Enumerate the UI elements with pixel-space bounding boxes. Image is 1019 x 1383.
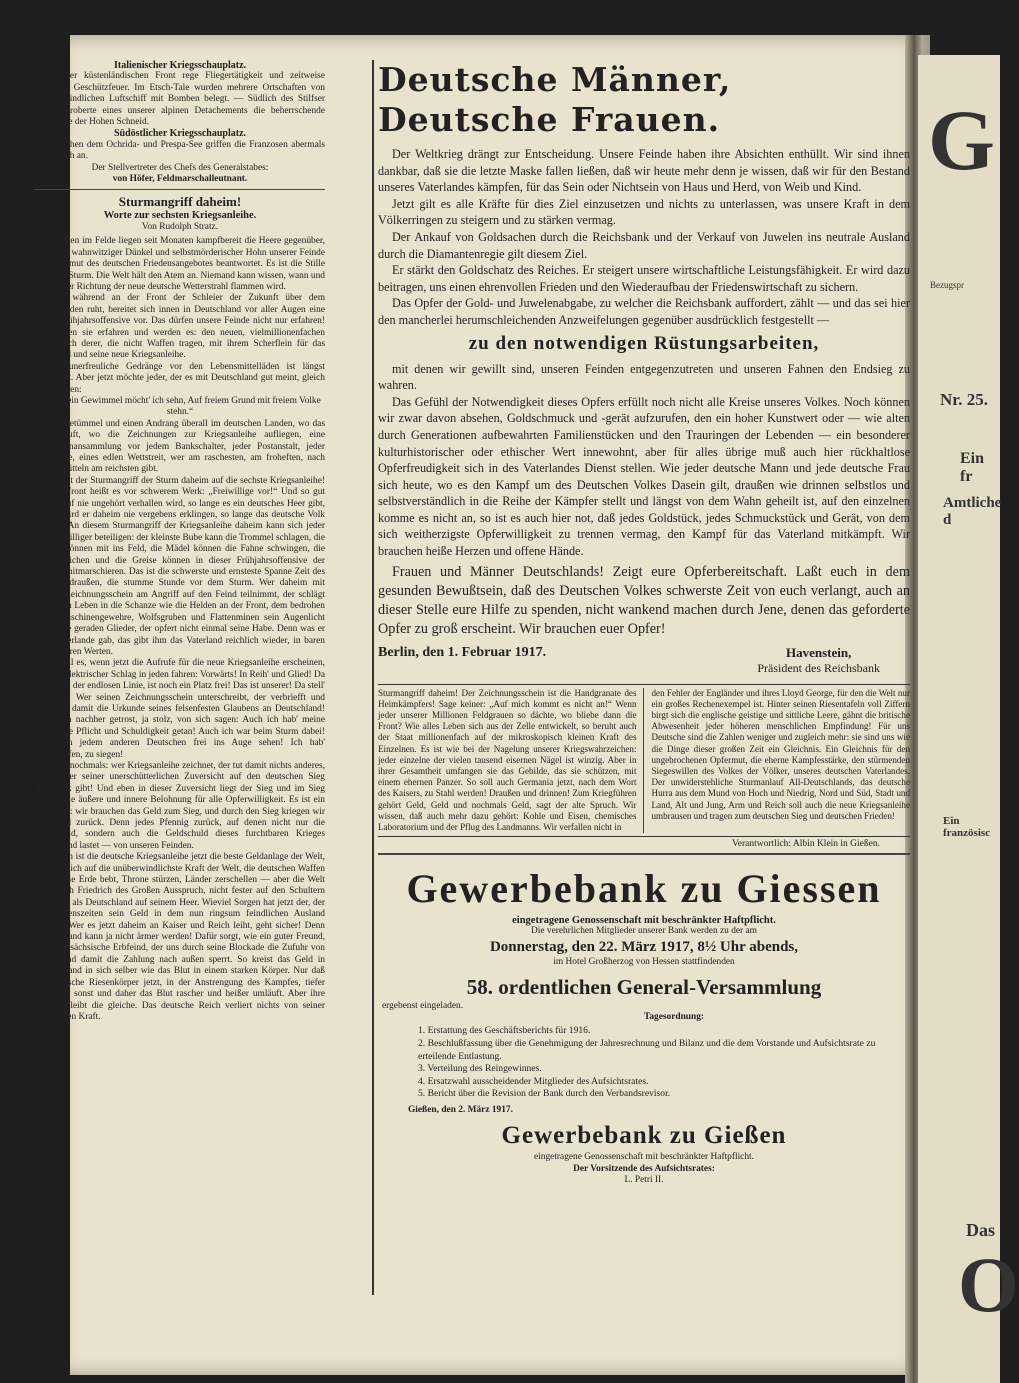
left-column bbox=[35, 60, 325, 1023]
appeal-paragraph: Er stärkt den Goldschatz des Reiches. Er steigert unsere wirtschaftliche Leistungsfähigkeit. Er wird dazu beitragen, uns einen ehrenvollen Frieden und den Wiederaufbau der Friedenswirtschaft zu sichern. bbox=[378, 263, 910, 294]
bank-name: Gewerbebank zu Giessen bbox=[406, 865, 882, 911]
agenda-item: 1. Erstattung des Geschäftsberichts für 1916. bbox=[418, 1025, 591, 1037]
signer: von Höfer, Feldmarschalleutnant. bbox=[112, 174, 248, 185]
box-left-text: Sturmangriff daheim! Der Zeichnungsschein ist die Handgranate des Heimkämpfers! Sage keiner: „Auf mich kommt es nicht an!“ Wenn jeder unserer Millionen Feldgrauen so dächte, wo bliebe dann die Front? Wie alles Leben sich aus der Zelle entwickelt, so beruht auch der Staat millionenfach auf der mikroskopisch kleinen Kraft des Einzelnen. Es ist wie bei der Nagelung unserer Kriegswahrzeichen: jeder einzelne der vielen tausend eisernen Nägel ist winzig. Aber in ihrer Gesamtheit umfangen sie das Gebilde, das sie schützen, mit einem ehernen Panzer. So soll auch Germania jetzt, nach dem Wort des Kaisers, zu Stahl werden! Draußen und drinnen! Zum Kriegführen gehört Geld, Geld und nochmals Geld, sagt der alte Spruch. Wir wissen, daß auch mehr dazu gehört: Kohle und Eisen, chemisches Laboratorium und der Pflug des Landmanns. Wir verfallen nicht in bbox=[378, 688, 644, 834]
article-paragraph: Draußen im Felde liegen seit Monaten kampfbereit die Heere gegenüber, nachdem wahnwitziger Dünkel und selbstmörderischer Hohn unserer Feinde die Großmut des deutschen Friedensangebotes beantwortet. Es ist die Stille vor dem Sturm. Die Welt hält den Atem an. Niemand kann wissen, wann und in welcher Richtung der neue deutsche Wetterstrahl flammen wird. bbox=[35, 236, 325, 292]
divider bbox=[378, 853, 910, 855]
war-title: Italienischer Kriegsschauplatz. bbox=[113, 60, 247, 71]
bank-type-2: eingetragene Genossenschaft mit beschränkter Haftpflicht. bbox=[534, 1152, 754, 1163]
appeal-paragraph: Das Gefühl der Notwendigkeit dieses Opfers erfüllt noch nicht alle Kreise unseres Volkes. Noch können wir zwar davon absehen, Goldschmuck und -gerät aufzurufen, den ein hoher Kunstwert oder — wie alten durch Generationen aufbewahrten Familienstücken und den Trauringen der Lebenden — ein besonderer kulturhistorischer oder ethischer Wert innewohnt, aber für alles übrige muß auch hier rückhaltlose Opferfreudigkeit sich in des Vaterlandes Dienst stellen. Wie jeder deutsche Mann und jede deutsche Frau sich heute, wo es den Kampf um des Deutschen Volkes Dasein gilt, draußen wie drinnen selbstlos und selbstverständlich in die Reihe der Kämpfer stellt und längst von dem Wahn geheilt ist, auf den einzelnen komme es nicht an, so ist es auch hier not, daß jedes Goldstück, jedes Schmuckstück und Gerät, von dem sich weitherzigste Opferwilligkeit zu trennen vermag, den Kampf für das Vaterland mitkämpft. Wir brauchen heiße Herzen und offene Hände. bbox=[378, 394, 910, 559]
box-right-text bbox=[652, 688, 911, 834]
bank-chair-name: L. Petri II. bbox=[624, 1175, 664, 1186]
appeal-paragraph: mit denen wir gewillt sind, unseren Feinden entgegenzutreten und unseren Fahnen den Endsieg zu wahren. bbox=[378, 361, 910, 393]
bank-meeting: 58. ordentlichen General-Versammlung bbox=[466, 974, 822, 999]
next-bezug: Bezugspr bbox=[930, 280, 964, 290]
responsible: Verantwortlich: Albin Klein in Gießen. bbox=[731, 839, 880, 850]
next-heading-3: Ein französisc bbox=[943, 815, 991, 839]
article-title: Sturmangriff daheim! bbox=[118, 194, 242, 210]
faust-quote: „Solch ein Gewimmel möcht' ich sehn, Auf freiem Grund mit freiem Volke stehn.“ bbox=[39, 395, 321, 418]
war-paragraph: An der küstenländischen Front rege Fliegertätigkeit und zeitweise lebhaftes Geschützfeuer. Im Etsch-Tale wurden mehrere Ortschaften von einem feindlichen Luftschiff mit Bomben belegt. — Südlich des Stilfser Joches eroberte eines unserer alpinen Detachements die beherrschende Felsspitze der Hohen Schneid. bbox=[35, 71, 325, 128]
column-rule bbox=[372, 60, 374, 1295]
bank-type: eingetragene Genossenschaft mit beschränkter Haftpflicht. bbox=[512, 914, 776, 926]
bank-invite: Die verehrlichen Mitglieder unserer Bank werden zu der am bbox=[531, 925, 757, 936]
appeal-signer: Havenstein, bbox=[785, 644, 852, 660]
box-right-body: den Fehler der Engländer und ihres Lloyd George, für den die Welt nur ein großes Rechenexempel ist. Hinter seinen Riesentafeln voll Ziffern birgt sich die englische geistige und sittliche Leere, gähnt die britische Abwesenheit jeder höheren menschlichen Empfindung! Für uns Deutsche sind die Zahlen weniger und zugleich mehr: sie sind uns wie die Dinge dieser großen Zeit ein Gleichnis. Ein Gleichnis für den ungebrochenen Opfermut, die eherne Kampfesstärke, den stürmenden Siegeswillen des Volkes der Völker, unseres deutschen Vaterlandes. Der unwiderstehliche Sturmanlauf All-Deutschlands, das deutsche Hurra aus dem Mund von Hoch und Niedrig, Nord und Süd, Stadt und Land, Alt und Jung, Arm und Reich soll auch die neue Kriegsanleihe umbrausen und tragen zum deutschen Sieg und deutschen Frieden! bbox=[651, 687, 910, 821]
right-column bbox=[378, 60, 910, 1187]
appeal-heading: zu den notwendigen Rüstungsarbeiten, bbox=[468, 332, 820, 354]
appeal-place-date: Berlin, den 1. Februar 1917. bbox=[378, 644, 547, 660]
appeal-paragraph: Der Ankauf von Goldsachen durch die Reichsbank und der Verkauf von Juwelen ins neutrale Ausland durch die Diamantenregie gilt diesem Ziel. bbox=[378, 229, 910, 261]
sub-paragraph: Zwischen dem Ochrida- und Prespa-See griffen die Franzosen abermals vergeblich an. bbox=[35, 139, 325, 162]
article-paragraph: So soll es, wenn jetzt die Aufrufe für die neue Kriegsanleihe erscheinen, wie ein elektrischer Schlag in jeden fahren: Vorwärts! In Reih' und Glied! Da hinten, in der endlosen Linie, ist noch ein Platz frei! Das ist unserer! Da stell' dich hin! Wer seinen Zeichnungsschein unterschreibt, der verbriefft und besiegelt damit die Urkunde seines felsenfesten Glaubens an Deutschland! Der kann nachher getrost, ja stolz, von sich sagen: Auch ich hab' meine verfluchte Pflicht und Schuldigkeit getan! Auch ich war beim Sturm dabei! Ich kann jedem anderen Deutschen frei ins Auge sehen! Ich hab' mitgeholfen, zu siegen! bbox=[35, 658, 325, 760]
bank-chair: Der Vorsitzende des Aufsichtsrates: bbox=[573, 1163, 715, 1174]
bank-name-2: Gewerbebank zu Gießen bbox=[501, 1122, 787, 1150]
divider bbox=[35, 189, 325, 190]
article-paragraph: Darum ist die deutsche Kriegsanleihe jetzt die beste Geldanlage der Welt, weil sie sich auf die unüberwindlichste Kraft der Welt, die deutschen Waffen stützt! Die Erde bebt, Throne stürzen, Länder zerschellen — aber die Welt ruht, nach Friedrich des Großen Ausspruch, nicht fester auf den Schultern des Atlas als Deutschland auf seinem Heer. Wieviel Sorgen hat jetzt der, der in Friedenszeiten sein Geld in dem nun ringsum feindlichen Ausland anlegte! Wer es jetzt daheim an Kaiser und Reich leiht, geht sicher! Denn Deutschland kann ja nicht ärmer werden! Dafür sorgt, wie ein guter Freund, der angelsächsische Erbfeind, der uns durch seine Blockade die Zufuhr von außen und damit die Zahlung nach außen sperrt. So kreist das Geld in Deutschland in sich selber wie das Blut in einem starken Körper. Nur daß der deutsche Riesenkörper jetzt, in der Anstrengung des Kampfes, tiefer atmet als sonst und daher das Blut rascher und heißer umläuft. Aber ihre Menge bleibt die gleiche. Das deutsche Reich verliert nichts von seiner lebendigen Kraft. bbox=[35, 852, 325, 1022]
next-heading-2: Amtliche d bbox=[943, 495, 1002, 528]
agenda-title: Tagesordnung: bbox=[643, 1012, 705, 1023]
bank-place-date: Gießen, den 2. März 1917. bbox=[408, 1104, 513, 1115]
agenda-item: 5. Bericht über die Revision der Bank durch den Verbandsrevisor. bbox=[418, 1088, 671, 1100]
agenda-list bbox=[418, 1025, 910, 1101]
agenda-item: 4. Ersatzwahl ausscheidender Mitglieder des Aufsichtsrates. bbox=[418, 1075, 649, 1087]
article-paragraph: Aber während an der Front der Schleier der Zukunft über dem Kommenden ruht, bereitet sich innen in Deutschland vor aller Augen eine große Frühjahrsoffensive vor. Das dürfen unsere Feinde nicht nur erfahren! Das sollen sie erfahren und werden es: den neuen, vielmillionenfachen Aufmarsch derer, die nicht Waffen tragen, mit ihrem Scherflein für das Vaterland und seine neue Kriegsanleihe. bbox=[35, 293, 325, 361]
bank-place: im Hotel Großherzog von Hessen stattfindenden bbox=[553, 957, 735, 968]
next-heading-1: Ein fr bbox=[960, 450, 985, 485]
appeal-signer-role: Präsident des Reichsbank bbox=[757, 660, 880, 675]
agenda-item: 2. Beschlußfassung über die Genehmigung der Jahresrechnung und Bilanz und die dem Vorstande und Aufsichtsrate zu erteilende Entlastung. bbox=[418, 1038, 876, 1062]
box-two-column bbox=[378, 684, 910, 838]
article-paragraph: Ein Getümmel und einen Andrang überall im deutschen Landen, wo das Reich ruft, wo die Zeichnungen zur Kriegsanleihe aufliegen, eine Menschenansammlung vor jedem Bankschalter, jeder Postanstalt, jeder Sparkasse, eines edlen Wettstreit, wer am raschesten, am froheften, nach seinen Mitteln am reichsten gibt. bbox=[35, 418, 325, 475]
next-masthead: G bbox=[928, 92, 995, 188]
next-big-o: O bbox=[958, 1241, 1019, 1328]
article-subtitle: Worte zur sechsten Kriegsanleihe. bbox=[103, 210, 257, 222]
bank-date: Donnerstag, den 22. März 1917, 8½ Uhr abends, bbox=[489, 939, 799, 956]
article-paragraph: Das unerfreuliche Gedränge vor den Lebensmittelläden ist längst abgestellt. Aber jetzt möchte jeder, der es mit Deutschland gut meint, gleich Faust sagen: bbox=[35, 361, 325, 395]
next-number: Nr. 25. bbox=[940, 390, 989, 409]
article-author: Von Rudolph Stratz. bbox=[141, 221, 219, 232]
bank-invited: ergebenst eingeladen. bbox=[382, 1000, 464, 1011]
article-paragraph: Das ist der Sturmangriff der Sturm daheim auf die sechste Kriegsanleihe! An der Front heißt es vor schwerem Werk: „Freiwillige vor!“ Und so gut dieser Ruf nie ungehört verhallen wird, so lange es ein deutsches Heer gibt, so gut wird er daheim nie vergebens erklingen, so lange das deutsche Volk besteht! An diesem Sturmangriff der Kriegsanleihe daheim kann sich jeder als Freiwilliger beteiligen: der kleinste Bube kann die Trommel schlagen, die Frauen können mit ins Feld, die Mädel können die Fahne schwingen, die Gebrechlichen und die Greise können in dieser Frühjahrsoffensive der Heimat mitmarschieren. Das ist die schwerste und ernsteste Spanne Zeit des Krieges draußen, die stumme Stunde vor dem Sturm. Wer daheim mit seinem Zeichnungsschein am Angriff auf den Feind teilnimmt, der schlägt nicht sein Leben in die Schanze wie die Helden an der Front, dem bedrohen nicht Maschinengewehre, Wolfsgruben und Flattenminen sein Augenlicht und seine geraden Glieder, der opfert nicht einmal seine Habe. Denn was er dem Vaterlande gab, das gibt ihm das Vaterland reichlich wieder, in baren und höheren Werten. bbox=[35, 475, 325, 657]
appeal-paragraph: Das Opfer der Gold- und Juwelenabgabe, zu welcher die Reichsbank auffordert, zählt — und das sei hier den mancherlei herumschleichenden Anzweifelungen gegenüber ausdrücklich festgestellt — bbox=[378, 296, 910, 327]
next-das: Das bbox=[966, 1220, 996, 1240]
signer-role: Der Stellvertreter des Chefs des Generalstabes: bbox=[91, 162, 269, 173]
sub-title: Südöstlicher Kriegsschauplatz. bbox=[113, 128, 247, 140]
article-paragraph: Denn nochmals: wer Kriegsanleihe zeichnet, der tut damit nichts anderes, als daß er seiner unerschütterlichen Zuversicht auf den deutschen Sieg Ausdruck gibt! Und eben in dieser Zuversicht liegt der Sieg und im Sieg wieder die äußere und innere Belohnung für alle Opferwilligkeit. Es ist ein Kreislauf: wir brauchen das Geld zum Sieg, und durch den Sieg kriegen wir das Geld zurück. Denn jedes Pfennig zurück, auf denen nicht nur die Blutschuld, sondern auch die Geldschuld dieses furchtbaren Krieges erdrückend lastet — von unseren Feinden. bbox=[35, 760, 325, 851]
appeal-paragraph: Jetzt gilt es alle Kräfte für dies Ziel einzusetzen und nichts zu unterlassen, was unsere Kraft in dem Völkerringen zu steigern und zu stärken vermag. bbox=[378, 196, 910, 228]
appeal-paragraph: Der Weltkrieg drängt zur Entscheidung. Unsere Feinde haben ihre Absichten enthüllt. Wir sind ihnen dankbar, daß sie die letzte Maske fallen ließen, daß wir heute mehr denn je wissen, daß wir für den Bestand unseres Vaterlandes kämpfen, für das Sein oder Nichtsein von Haus und Herd, von Weib und Kind. bbox=[378, 147, 910, 195]
appeal-call: Frauen und Männer Deutschlands! Zeigt eure Opferbereitschaft. Laßt euch in dem gesunden Bewußtsein, daß des Deutschen Volkes schwerste Zeit von euch verlangt, auch an dieser Stelle eure Hilfe zu spenden, nicht wankend machen durch Jene, denen das geforderte Opfer zu groß erscheint. Wir brauchen euer Opfer! bbox=[378, 563, 910, 637]
adjacent-page bbox=[918, 55, 1019, 1383]
appeal-title: Deutsche Männer, Deutsche Frauen. bbox=[378, 60, 732, 139]
agenda-item: 3. Verteilung des Reingewinnes. bbox=[418, 1063, 542, 1075]
